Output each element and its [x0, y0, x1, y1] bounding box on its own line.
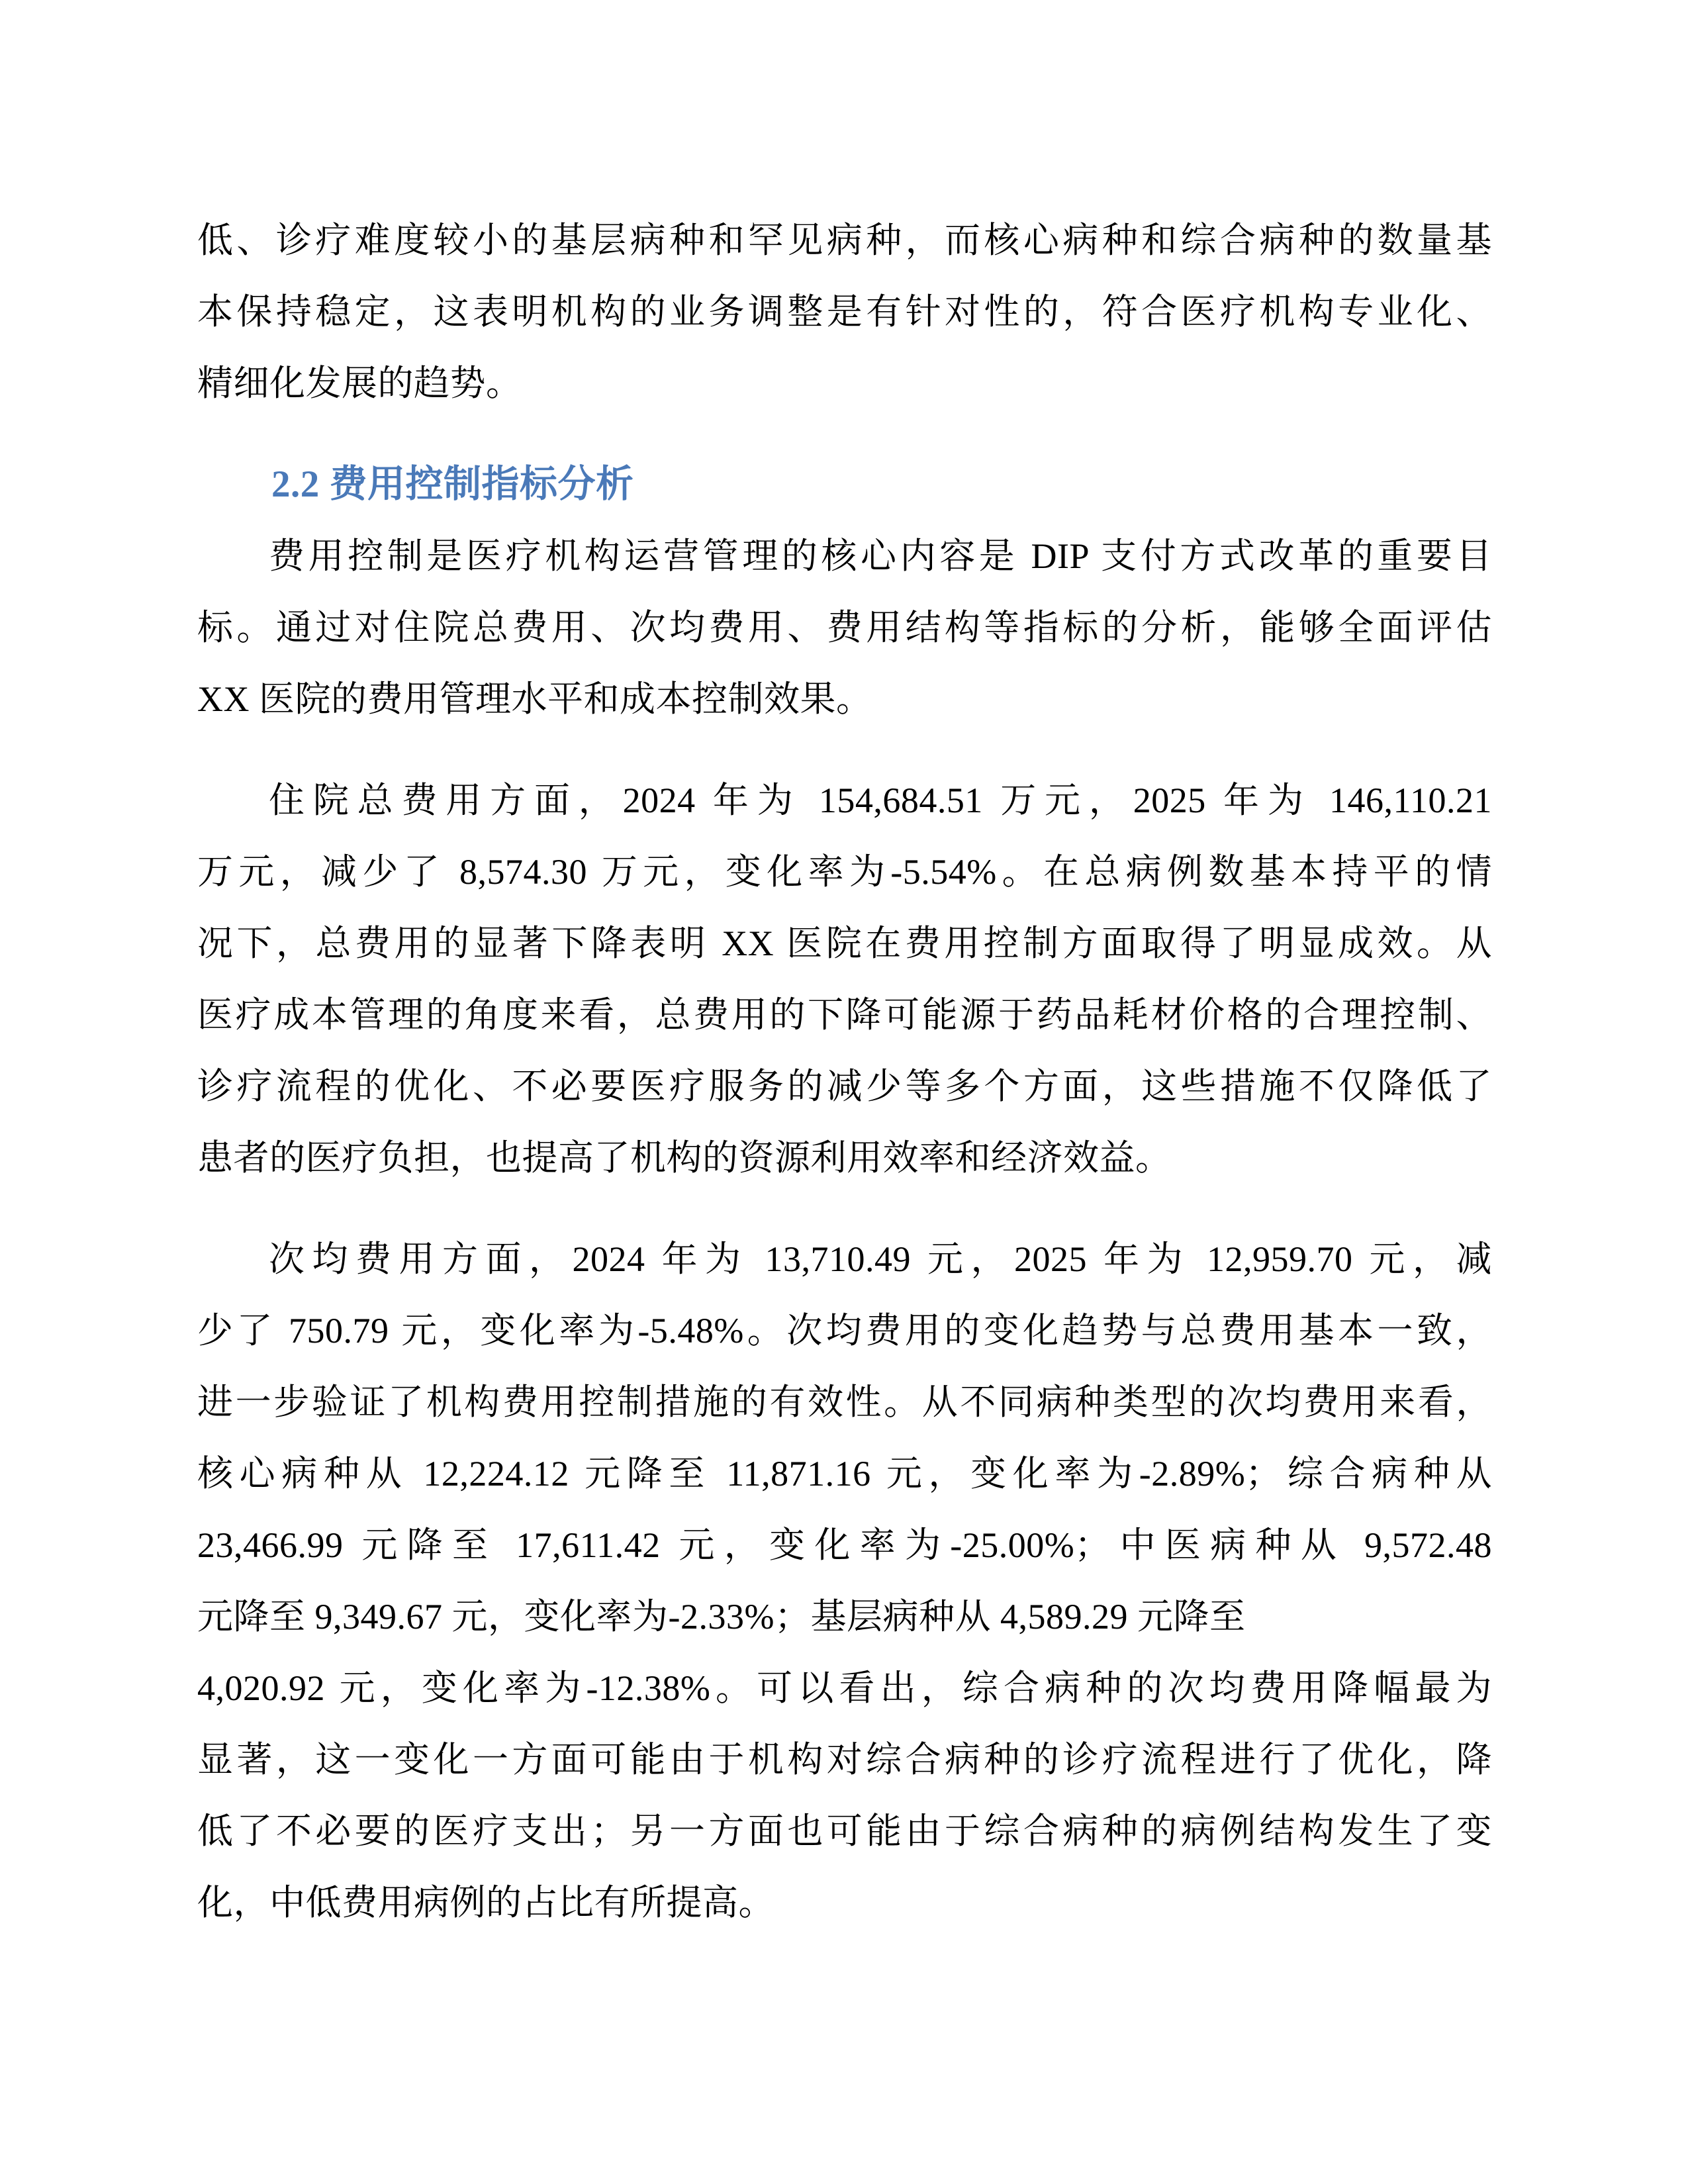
- text-line: 低了不必要的医疗支出；另一方面也可能由于综合病种的病例结构发生了变: [197, 1811, 1492, 1851]
- text-line: 元降至 9,349.67 元，变化率为-2.33%；基层病种从 4,589.29 元降至: [197, 1597, 1246, 1637]
- page-content: [197, 205, 1492, 1938]
- paragraph: [197, 205, 1492, 419]
- text-line: 23,466.99 元降至 17,611.42 元，变化率为-25.00%；中医病种从 9,572.48: [197, 1525, 1492, 1565]
- text-line: 少了 750.79 元，变化率为-5.48%。次均费用的变化趋势与总费用基本一致，: [197, 1311, 1492, 1351]
- paragraph: [197, 1223, 1492, 1938]
- text-line: 况下，总费用的显著下降表明 XX 医院在费用控制方面取得了明显成效。从: [197, 924, 1492, 963]
- text-line: 万元，减少了 8,574.30 万元，变化率为-5.54%。在总病例数基本持平的情: [197, 852, 1492, 892]
- text-line: 诊疗流程的优化、不必要医疗服务的减少等多个方面，这些措施不仅降低了: [197, 1067, 1492, 1106]
- text-line: 住院总费用方面，2024 年为 154,684.51 万元，2025 年为 146,110.21: [269, 781, 1492, 820]
- text-line: 核心病种从 12,224.12 元降至 11,871.16 元，变化率为-2.89%；综合病种从: [197, 1454, 1492, 1494]
- text-line: 费用控制是医疗机构运营管理的核心内容是 DIP 支付方式改革的重要目: [269, 536, 1492, 576]
- text-line: XX 医院的费用管理水平和成本控制效果。: [197, 679, 872, 719]
- text-line: 医疗成本管理的角度来看，总费用的下降可能源于药品耗材价格的合理控制、: [197, 995, 1492, 1035]
- text-line: 化，中低费用病例的占比有所提高。: [197, 1883, 774, 1923]
- text-line: 精细化发展的趋势。: [197, 363, 522, 403]
- text-line: 4,020.92 元，变化率为-12.38%。可以看出，综合病种的次均费用降幅最为: [197, 1668, 1492, 1708]
- text-line: 次均费用方面，2024 年为 13,710.49 元，2025 年为 12,959.70 元，减: [269, 1239, 1492, 1279]
- paragraph: [197, 520, 1492, 735]
- text-line: 低、诊疗难度较小的基层病种和罕见病种，而核心病种和综合病种的数量基: [197, 220, 1492, 260]
- text-line: 本保持稳定，这表明机构的业务调整是有针对性的，符合医疗机构专业化、: [197, 292, 1492, 332]
- paragraph: [197, 765, 1492, 1194]
- section-heading: 2.2 费用控制指标分析: [271, 463, 634, 505]
- text-line: 显著，这一变化一方面可能由于机构对综合病种的诊疗流程进行了优化，降: [197, 1740, 1492, 1780]
- text-line: 患者的医疗负担，也提高了机构的资源利用效率和经济效益。: [197, 1138, 1172, 1178]
- text-line: 进一步验证了机构费用控制措施的有效性。从不同病种类型的次均费用来看，: [197, 1382, 1492, 1422]
- text-line: 标。通过对住院总费用、次均费用、费用结构等指标的分析，能够全面评估: [197, 608, 1492, 647]
